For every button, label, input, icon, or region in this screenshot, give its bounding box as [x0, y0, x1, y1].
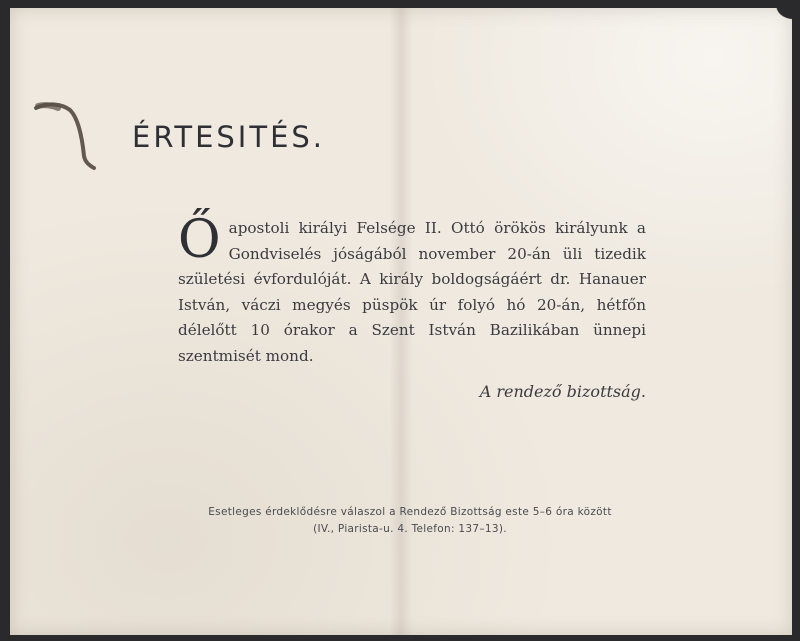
- invitation-card: [10, 8, 792, 635]
- notice-title: ÉRTESITÉS.: [132, 120, 326, 154]
- signature: A rendező bizottság.: [479, 382, 646, 401]
- footer-note: [160, 504, 660, 538]
- worn-corner: [754, 6, 794, 36]
- footer-line-address: (IV., Piarista-u. 4. Telefon: 137–13).: [313, 523, 507, 535]
- drop-cap: Ő: [178, 210, 221, 270]
- notice-body: [178, 210, 646, 370]
- footer-line-contact: Esetleges érdeklődésre válaszol a Rendező Bizottság este 5–6 óra között: [208, 506, 612, 518]
- ink-stain: [28, 96, 98, 176]
- body-text: apostoli királyi Felsége II. Ottó örökös királyunk a Gondviselés jóságából november 20-án üli tizedik születési évfordulóját. A király boldogságáért dr. Hanauer István, váczi megyés püspök úr folyó hó 20-án, hétfőn délelőtt 10 órakor a Szent István Bazilikában ünnepi szentmisét mond.: [178, 219, 646, 365]
